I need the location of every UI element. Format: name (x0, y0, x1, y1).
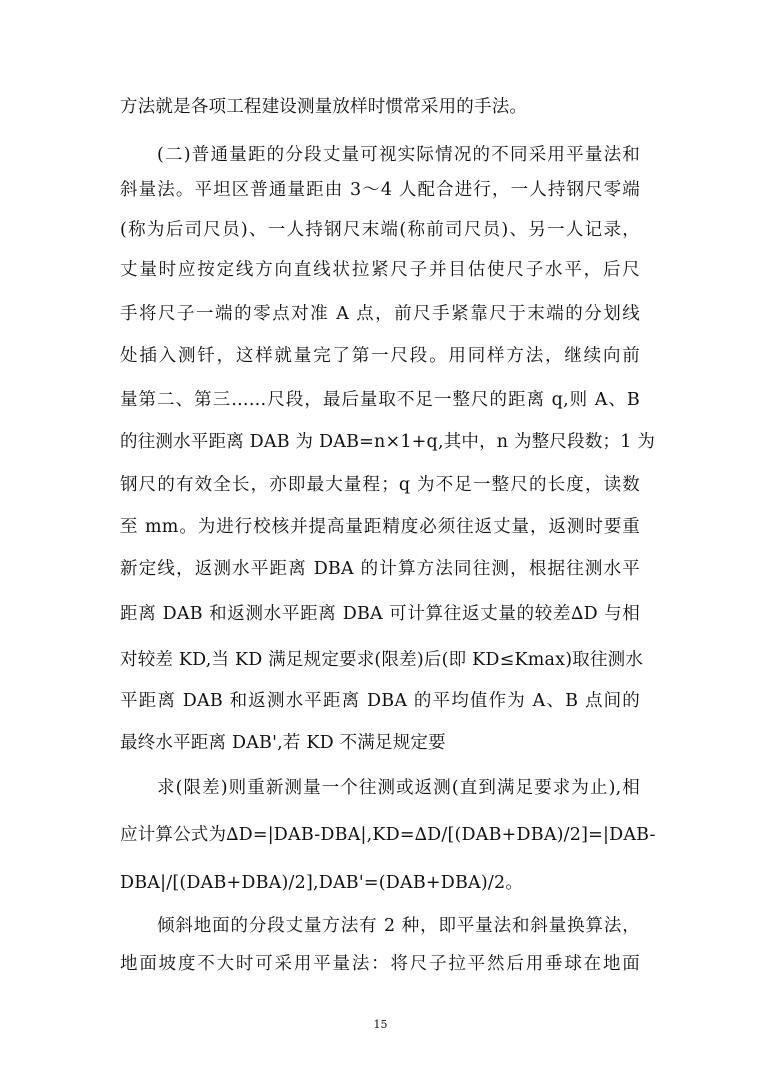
paragraph-start-line: 求(限差)则重新测量一个往测或返测(直到满足要求为止),相 (157, 778, 640, 798)
text-line: 方法就是各项工程建设测量放样时惯常采用的手法。 (120, 97, 528, 117)
text-line: 丈量时应按定线方向直线状拉紧尺子并目估使尺子水平，后尺 (120, 260, 640, 280)
text-line: 地面坡度不大时可采用平量法：将尺子拉平然后用垂球在地面 (120, 954, 640, 974)
text-line: 的往测水平距离 DAB 为 DAB=n×1+q,其中，n 为整尺段数；1 为 (120, 432, 656, 452)
text-line: 最终水平距离 DAB',若 KD 不满足规定要 (120, 733, 446, 753)
text-line: 至 mm。为进行校核并提高量距精度必须往返丈量，返测时要重 (120, 517, 640, 537)
text-line: 斜量法。平坦区普通量距由 3～4 人配合进行，一人持钢尺零端 (120, 180, 640, 200)
text-line: (称为后司尺员)、一人持钢尺末端(称前司尺员)、另一人记录， (120, 220, 640, 240)
text-line: 钢尺的有效全长，亦即最大量程；q 为不足一整尺的长度，读数 (120, 475, 640, 495)
paragraph-start-line: 倾斜地面的分段丈量方法有 2 种，即平量法和斜量换算法， (157, 916, 640, 936)
text-line: 新定线，返测水平距离 DBA 的计算方法同往测，根据往测水平 (120, 559, 640, 579)
formula-line: DBA|/[(DAB+DBA)/2],DAB'=(DAB+DBA)/2。 (120, 873, 524, 893)
formula-line: 应计算公式为∆D=|DAB-DBA|,KD=∆D/[(DAB+DBA)/2]=|DAB- (120, 825, 656, 845)
text-line: 距离 DAB 和返测水平距离 DBA 可计算往返丈量的较差∆D 与相 (120, 604, 640, 624)
page-number: 15 (373, 1018, 388, 1031)
text-line: 手将尺子一端的零点对准 A 点，前尺手紧靠尺于末端的分划线 (120, 304, 640, 324)
text-line: 量第二、第三……尺段，最后量取不足一整尺的距离 q,则 A、B (120, 390, 640, 410)
paragraph-start-line: (二)普通量距的分段丈量可视实际情况的不同采用平量法和 (157, 145, 640, 165)
text-line: 对较差 KD,当 KD 满足规定要求(限差)后(即 KD≤Kmax)取往测水 (120, 650, 644, 670)
text-line: 处插入测钎，这样就量完了第一尺段。用同样方法，继续向前 (120, 346, 640, 366)
text-line: 平距离 DAB 和返测水平距离 DBA 的平均值作为 A、B 点间的 (120, 691, 640, 711)
